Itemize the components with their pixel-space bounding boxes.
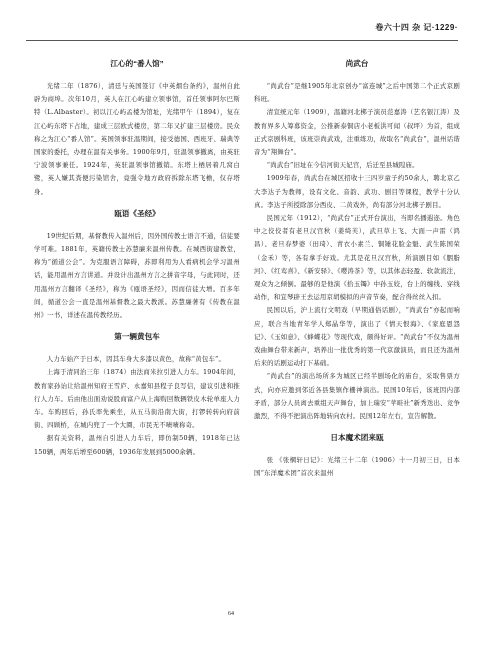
paragraph: “尚武台”的演出场所多为城区已经半剧场化的庙台，采取售票方式，向亦应邀到邻近各县集镇作栅神演出。民国10年后，该班因内部矛盾，部分人员离去重组天声舞台，加上瑞安“苹畦社”新秀迭出、竞争激烈，不得不把演出阵地转向农村。民国12年左右，宣告解散。 [254, 372, 460, 421]
section-title-bible: 瓯语《圣经》 [114, 208, 160, 218]
right-column [254, 50, 460, 644]
paragraph: 据有关资料，温州自引进人力车后，即仿制50辆，1918年已达150辆，两年后增至600辆，1936年发展到5000余辆。 [34, 434, 240, 456]
paragraph: 19世纪后期，基督教传入温州后，因外国传教士语言不通，信徒要学可难。1881年，英籍传教士苏慧廉来温州传教。在城西街建教堂，称为“循道公会”。为克服语言障碍，苏即利用为人看病机会学习温州话，能用温州方言讲道。并设计出温州方言之拼音字母，与此同时，还用温州方言翻译《圣经》，称为《瓯语圣经》，因而信徒大增。百多年间，循道公会一直是温州基督教之最大教派。苏慧廉著有《传教在温州》一书，详述在温传教经历。 [34, 231, 240, 320]
paragraph: 张 《张棡轩日记》：光绪三十二年（1906）十一月初三日，日本国“东洋魔术团”首次来温州 [254, 456, 460, 478]
paragraph: 1909年春，尚武台在城区招收十三四岁童子约50余人，聘北京乙大李达子为教师，设有文化、音韵、武功、剧目等课程，教学十分认真。李达子所授除部分西皮、二黄戏外，尚有部分河北梆子剧目。 [254, 174, 460, 209]
section-title-fanrenguan: 江心的“番人馆” [110, 59, 164, 68]
section-title-shangwutai: 尚武台 [345, 59, 369, 68]
header-rule [26, 40, 458, 41]
left-column [34, 50, 240, 644]
section-title-rickshaw: 第一辆黄包车 [114, 332, 160, 342]
paragraph: 上海于清同治三年（1874）由法商米拉引进人力车。1904年间，教育家孙诒让给温州知府王雪庐、永嘉知县程子良写信，建议引进和推行人力车。后由他出面劝说股商富户从上海购回数辆铁皮木轮单座人力车。车购回后，孙氏率先乘坐，从五马街沿南大街，打锣转转向府前街、四顾桥，在城内兜了一个大圈，市民无不啧啧称奇。 [34, 368, 240, 430]
page-number: 64 [228, 611, 234, 617]
section-title-magic-troupe: 日本魔术团来瓯 [330, 433, 384, 443]
paragraph: 光绪二年（1876），清廷与英国签订《中英烟台条约》，温州自此辟为商埠。次年10月，英人在江心屿建立领事馆，首任领事阿尔巴斯特（L.Albaster）。初以江心屿孟楼为馆址，光绪甲午（1894），复在江心屿东塔下占地，建成三层欧式楼房，第二年又扩建三层楼房。民众称之为江心“番人馆”。英国领事驻温期间，接受德国、西班牙、瑞典等国家的委托，办理在温有关事务。1900年9月，驻温领事撤离，由英驻宁波领事兼任。1924年，英驻温领事馆撤销。东塔上栖居着几窝白鹭，英人嫌其粪便污染馆舍，竟强令地方政府拆除东塔飞檐，仅存塔身。 [34, 82, 240, 196]
paragraph: 清宣统元年（1909），温籍河北梆子演员范嘉涛（艺名银江涛）及教育界多人筹募资金，公推新泰铜店小老板洪可闻（叔坪）为首，组成正式京剧科班，该班崇尚武戏，注重练功，故取名“尚武台”，温州话谐音为“翔舞台”。 [254, 108, 460, 157]
paragraph: “尚武台”是继1905年北京创办“富连城”之后中国第二个正式京剧科班。 [254, 82, 460, 104]
running-header: 卷六十四 杂 记·1229· [375, 23, 458, 32]
paragraph: 人力车始产于日本，因其车身大多漆以黄色，故称“黄包车”。 [46, 355, 226, 364]
paragraph: “尚武台”旧址在今信河街天妃宫，后迁至县城隍庙。 [266, 161, 419, 170]
paragraph: 民国元年（1912），“尚武台”正式开台演出，当即名播遐迩。角色中之佼佼者有老旦汉宫秋（姜绮芙），武旦草上飞、大面一声雷（鸿昌）、老旦春梦婆（田琦）、青衣小素兰、铜锤花脸金魁、武生陈国荣（金禾）等，各有拿手好戏。尤其是花旦汉宫秋，所演剧目如《胭脂河》、《红鸾喜》、《新安驿》、《嘤涛茶》等，以其体态轻盈、软款流注，观众为之倾倒。最够的是他演《拾玉镯》中孙玉姣，台上的缠线、穿线动作，和宜琴辟王去运用京胡模拟的声音节奏，配合得丝丝入扣。 [254, 214, 460, 302]
paragraph: 民国以后，沪上流行文明戏（早期通俗话剧），“尚武台”亦起而响应，联合当地青年学人郑晶华等，演出了《情天恨海》、《家庭恩怨记》、《玉如意》、《蜂蝶花》等现代戏，颇得好评。“尚武台”不仅为温州戏曲舞台带来新声，培养出一批优秀的第一代京激演员，而且还为温州后来的话剧运动打下基础。 [254, 306, 460, 368]
